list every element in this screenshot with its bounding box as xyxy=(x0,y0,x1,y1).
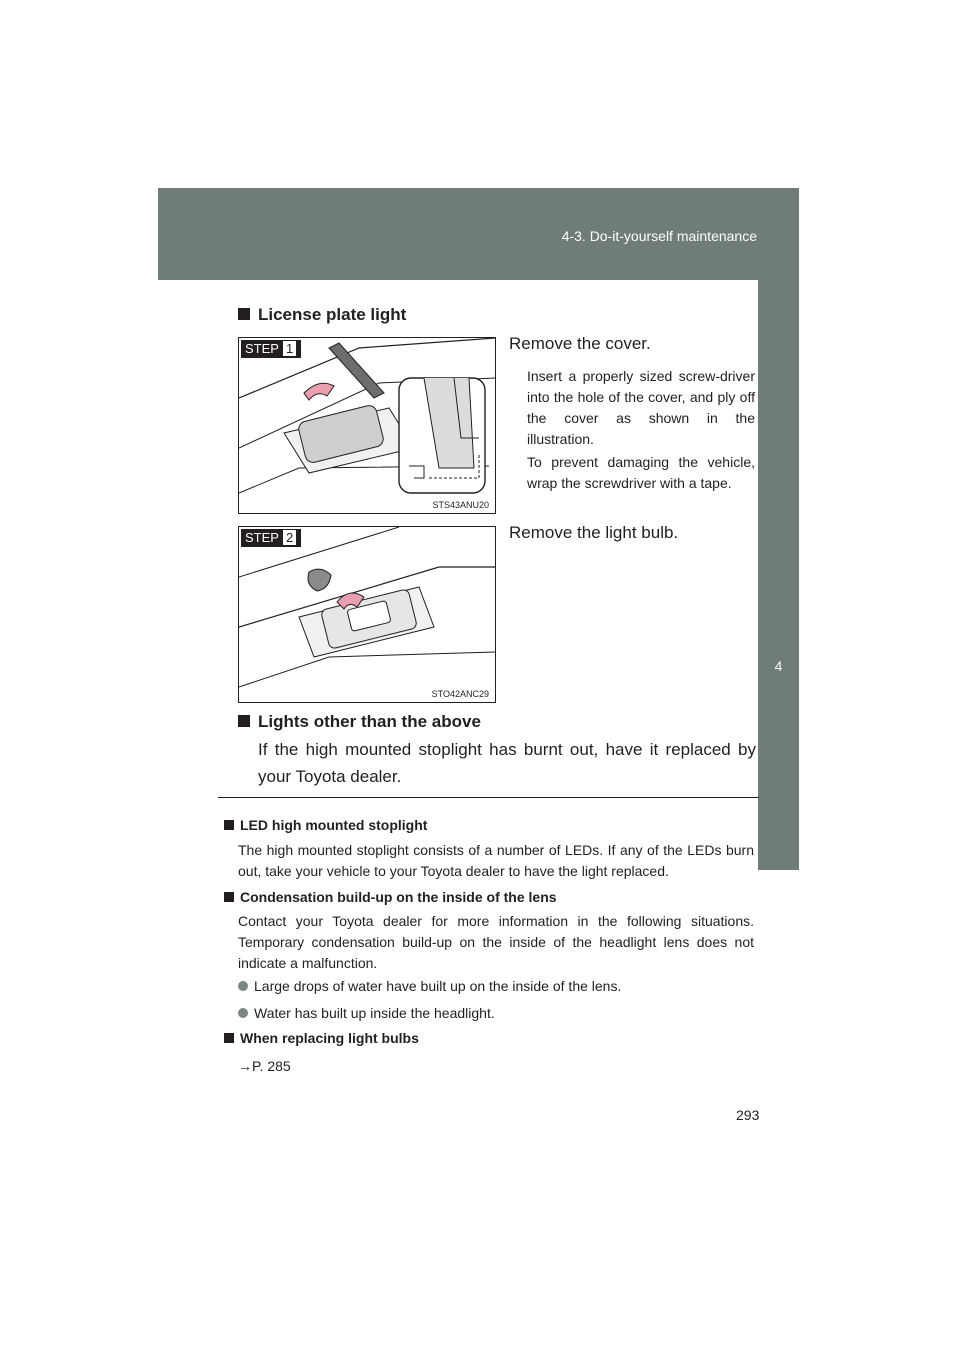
chapter-label: Maintenance and care xyxy=(766,1000,782,1139)
step1-title: Remove the cover. xyxy=(509,334,651,353)
square-bullet-icon xyxy=(224,820,234,830)
chapter-side-tab xyxy=(758,280,799,1139)
bulb-removal-illustration xyxy=(239,527,495,702)
step1-note-tape: To prevent damaging the vehicle, wrap the screwdriver with a tape. xyxy=(527,454,755,491)
step2-badge: STEP 2 xyxy=(241,529,301,547)
step2-figure xyxy=(238,526,496,703)
led-note-heading: LED high mounted stoplight xyxy=(224,817,427,833)
step2-title: Remove the light bulb. xyxy=(509,523,679,542)
other-lights-heading: Lights other than the above xyxy=(238,712,481,732)
list-item: Water has built up inside the headlight. xyxy=(238,1003,754,1024)
other-lights-text: If the high mounted stoplight has burnt out, have it replaced by your Toyota dealer. xyxy=(258,740,756,786)
step1-figure xyxy=(238,337,496,514)
figure-code: STS43ANU20 xyxy=(432,500,489,510)
condensation-note-text: Contact your Toyota dealer for more information in the following situations. Temporary condensation build-up on the inside of the headlight lens does not indicate a malfunction. xyxy=(238,913,754,971)
square-bullet-icon xyxy=(238,308,250,320)
chapter-number: 4 xyxy=(774,658,783,674)
replacing-note-heading: When replacing light bulbs xyxy=(224,1030,419,1046)
step1-badge: STEP 1 xyxy=(241,340,301,358)
screwdriver-cover-illustration xyxy=(239,338,495,513)
figure-code: STO42ANC29 xyxy=(431,689,489,699)
square-bullet-icon xyxy=(224,1033,234,1043)
square-bullet-icon xyxy=(224,892,234,902)
circle-bullet-icon xyxy=(238,1008,248,1018)
license-plate-heading: License plate light xyxy=(238,305,406,325)
divider xyxy=(218,797,759,798)
header-band xyxy=(158,188,799,280)
page-reference-link[interactable]: →P. 285 xyxy=(238,1058,291,1074)
circle-bullet-icon xyxy=(238,981,248,991)
square-bullet-icon xyxy=(238,715,250,727)
led-note-text: The high mounted stoplight consists of a number of LEDs. If any of the LEDs burn out, take your vehicle to your Toyota dealer to have the light replaced. xyxy=(238,842,754,879)
condensation-note-heading: Condensation build-up on the inside of the lens xyxy=(224,889,557,905)
step1-note-screwdriver: Insert a properly sized screw-driver into the hole of the cover, and ply off the cover as shown in the illustration. xyxy=(527,368,755,447)
page-number: 293 xyxy=(736,1107,760,1123)
list-item: Large drops of water have built up on the inside of the lens. xyxy=(238,976,754,997)
section-title: 4-3. Do-it-yourself maintenance xyxy=(561,228,757,244)
